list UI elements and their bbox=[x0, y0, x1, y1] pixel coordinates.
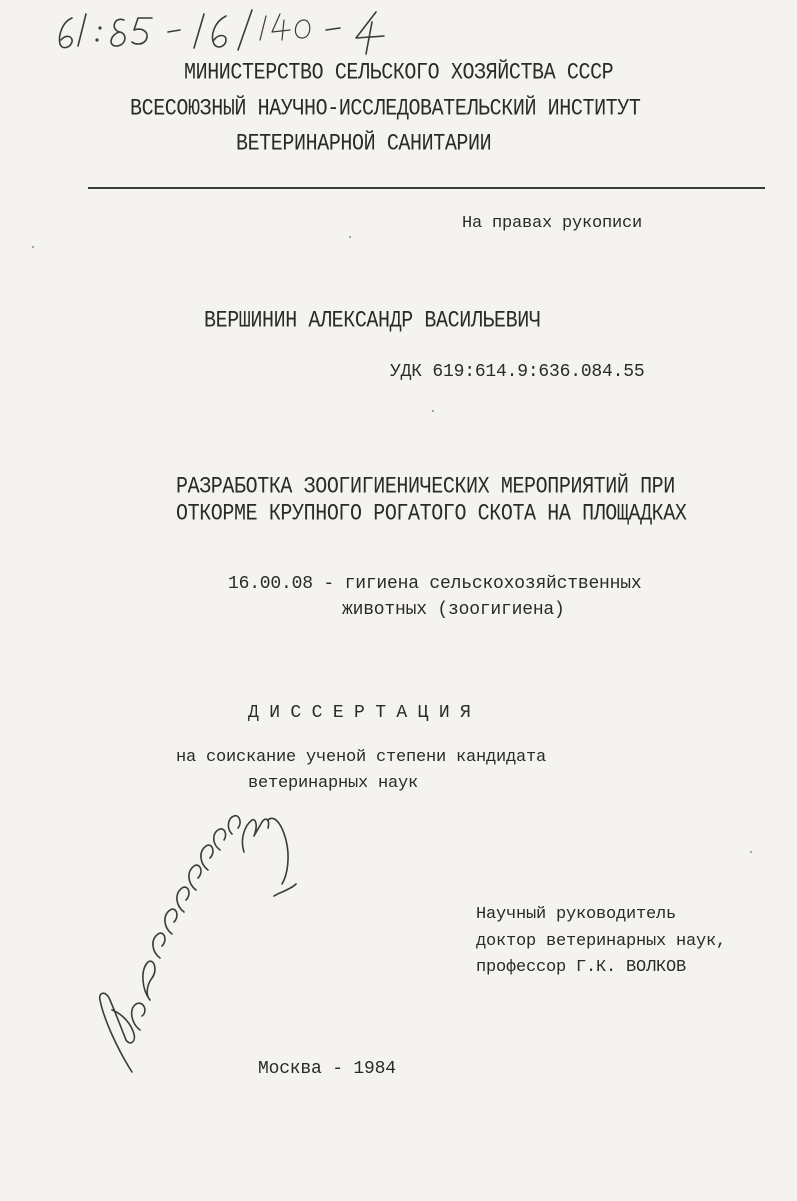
scan-speck bbox=[349, 236, 351, 238]
author-name: ВЕРШИНИН АЛЕКСАНДР ВАСИЛЬЕВИЧ bbox=[204, 308, 541, 335]
city-year: Москва - 1984 bbox=[258, 1059, 396, 1079]
scan-speck bbox=[32, 246, 34, 248]
title-line-2: ОТКОРМЕ КРУПНОГО РОГАТОГО СКОТА НА ПЛОЩАДКАХ bbox=[176, 501, 687, 528]
manuscript-rights: На правах рукописи bbox=[462, 214, 643, 233]
specialty-line-2: животных (зоогигиена) bbox=[342, 600, 565, 620]
document-type: Д И С С Е Р Т А Ц И Я bbox=[248, 703, 471, 723]
specialty-line-1: 16.00.08 - гигиена сельскохозяйственных bbox=[228, 574, 642, 594]
scan-speck bbox=[432, 410, 434, 412]
institute-line-2: ВЕТЕРИНАРНОЙ САНИТАРИИ bbox=[236, 131, 492, 158]
supervisor-line-1: Научный руководитель bbox=[476, 905, 677, 924]
title-line-1: РАЗРАБОТКА ЗООГИГИЕНИЧЕСКИХ МЕРОПРИЯТИЙ ПРИ bbox=[176, 474, 675, 501]
supervisor-line-3: профессор Г.К. ВОЛКОВ bbox=[476, 958, 687, 977]
institute-line-1: ВСЕСОЮЗНЫЙ НАУЧНО-ИССЛЕДОВАТЕЛЬСКИЙ ИНСТИТУТ bbox=[130, 96, 641, 123]
supervisor-line-2: доктор ветеринарных наук, bbox=[476, 932, 727, 951]
degree-line-1: на соискание ученой степени кандидата bbox=[176, 748, 547, 767]
degree-line-2: ветеринарных наук bbox=[248, 774, 419, 793]
udc-code: УДК 619:614.9:636.084.55 bbox=[390, 362, 645, 382]
ministry-line: МИНИСТЕРСТВО СЕЛЬСКОГО ХОЗЯЙСТВА СССР bbox=[184, 60, 614, 87]
scan-speck bbox=[750, 851, 752, 853]
